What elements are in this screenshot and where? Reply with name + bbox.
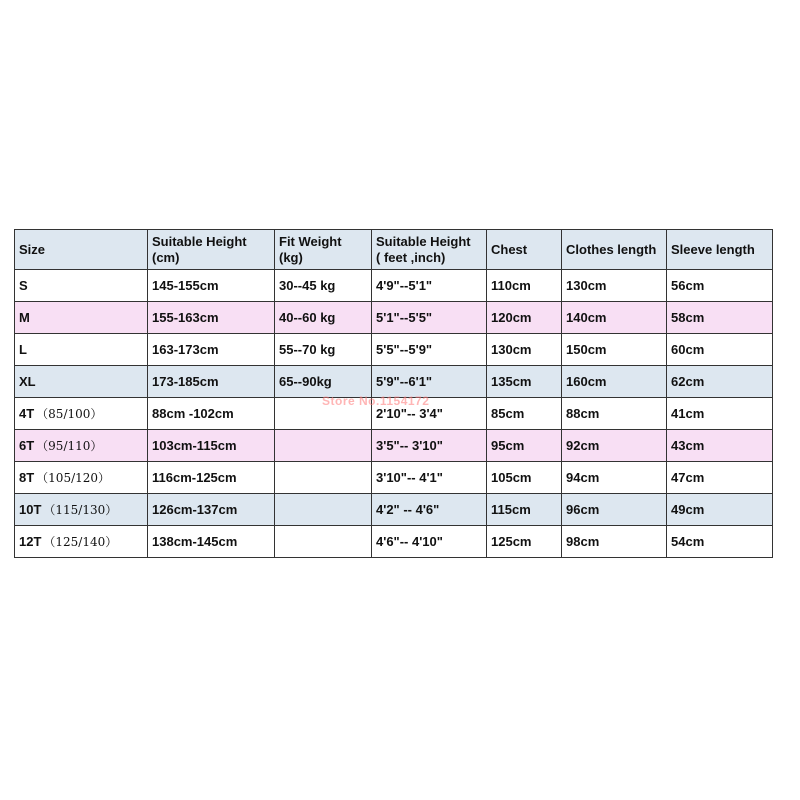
cell-height-cm: 103cm-115cm xyxy=(148,430,275,462)
cell-size-code: （115/130） xyxy=(43,503,118,517)
cell-weight: 65--90kg xyxy=(275,366,372,398)
cell-size: M xyxy=(15,302,148,334)
table-row xyxy=(15,462,773,494)
cell-chest: 130cm xyxy=(487,334,562,366)
cell-weight xyxy=(275,430,372,462)
cell-height-feet: 3'5"-- 3'10" xyxy=(372,430,487,462)
header-row xyxy=(15,230,773,270)
cell-weight xyxy=(275,462,372,494)
cell-size: 8T （105/120） xyxy=(15,462,148,494)
cell-weight xyxy=(275,526,372,558)
table-row xyxy=(15,270,773,302)
cell-height-cm: 126cm-137cm xyxy=(148,494,275,526)
cell-sleeve-length: 43cm xyxy=(667,430,773,462)
cell-size-code: （85/100） xyxy=(36,407,103,421)
header-fit-weight: Fit Weight (kg) xyxy=(275,230,372,270)
cell-clothes-length: 88cm xyxy=(562,398,667,430)
cell-size: 12T （125/140） xyxy=(15,526,148,558)
cell-clothes-length: 160cm xyxy=(562,366,667,398)
cell-clothes-length: 96cm xyxy=(562,494,667,526)
cell-weight: 30--45 kg xyxy=(275,270,372,302)
cell-height-cm: 138cm-145cm xyxy=(148,526,275,558)
cell-clothes-length: 98cm xyxy=(562,526,667,558)
cell-height-feet: 4'9"--5'1" xyxy=(372,270,487,302)
cell-height-cm: 163-173cm xyxy=(148,334,275,366)
cell-size: 10T （115/130） xyxy=(15,494,148,526)
cell-clothes-length: 130cm xyxy=(562,270,667,302)
cell-height-feet: 5'1"--5'5" xyxy=(372,302,487,334)
cell-height-feet: 3'10"-- 4'1" xyxy=(372,462,487,494)
cell-height-feet: 2'10"-- 3'4" xyxy=(372,398,487,430)
cell-size: 6T （95/110） xyxy=(15,430,148,462)
store-watermark: Store No.1154172 xyxy=(322,394,430,408)
cell-size: XL xyxy=(15,366,148,398)
cell-sleeve-length: 47cm xyxy=(667,462,773,494)
cell-size-code: （105/120） xyxy=(36,471,111,485)
header-sleeve-length: Sleeve length xyxy=(667,230,773,270)
cell-size: S xyxy=(15,270,148,302)
cell-sleeve-length: 60cm xyxy=(667,334,773,366)
cell-size-code: （125/140） xyxy=(43,535,118,549)
cell-sleeve-length: 58cm xyxy=(667,302,773,334)
cell-height-cm: 155-163cm xyxy=(148,302,275,334)
table-row xyxy=(15,526,773,558)
cell-sleeve-length: 56cm xyxy=(667,270,773,302)
cell-sleeve-length: 41cm xyxy=(667,398,773,430)
cell-chest: 120cm xyxy=(487,302,562,334)
cell-height-feet: 4'2" -- 4'6" xyxy=(372,494,487,526)
header-size: Size xyxy=(15,230,148,270)
cell-weight xyxy=(275,494,372,526)
table-row xyxy=(15,334,773,366)
cell-clothes-length: 140cm xyxy=(562,302,667,334)
cell-chest: 110cm xyxy=(487,270,562,302)
header-clothes-length: Clothes length xyxy=(562,230,667,270)
cell-chest: 85cm xyxy=(487,398,562,430)
cell-clothes-length: 94cm xyxy=(562,462,667,494)
cell-chest: 135cm xyxy=(487,366,562,398)
cell-chest: 125cm xyxy=(487,526,562,558)
cell-height-feet: 5'5"--5'9" xyxy=(372,334,487,366)
cell-clothes-length: 92cm xyxy=(562,430,667,462)
cell-height-cm: 145-155cm xyxy=(148,270,275,302)
header-chest: Chest xyxy=(487,230,562,270)
cell-height-feet: 4'6"-- 4'10" xyxy=(372,526,487,558)
cell-weight: 40--60 kg xyxy=(275,302,372,334)
table-row xyxy=(15,398,773,430)
table-row xyxy=(15,366,773,398)
cell-sleeve-length: 49cm xyxy=(667,494,773,526)
cell-height-feet: 5'9"--6'1" xyxy=(372,366,487,398)
cell-height-cm: 116cm-125cm xyxy=(148,462,275,494)
cell-chest: 105cm xyxy=(487,462,562,494)
header-suitable-height-feet: Suitable Height ( feet ,inch) xyxy=(372,230,487,270)
header-suitable-height-cm: Suitable Height (cm) xyxy=(148,230,275,270)
table-row xyxy=(15,494,773,526)
cell-chest: 95cm xyxy=(487,430,562,462)
cell-size-code: （95/110） xyxy=(36,439,103,453)
cell-height-cm: 88cm -102cm xyxy=(148,398,275,430)
cell-sleeve-length: 62cm xyxy=(667,366,773,398)
cell-sleeve-length: 54cm xyxy=(667,526,773,558)
cell-height-cm: 173-185cm xyxy=(148,366,275,398)
cell-weight xyxy=(275,398,372,430)
table-row xyxy=(15,302,773,334)
cell-clothes-length: 150cm xyxy=(562,334,667,366)
cell-chest: 115cm xyxy=(487,494,562,526)
size-chart-table xyxy=(14,229,773,558)
cell-weight: 55--70 kg xyxy=(275,334,372,366)
table-body xyxy=(15,270,773,558)
cell-size: 4T （85/100） xyxy=(15,398,148,430)
cell-size: L xyxy=(15,334,148,366)
table-row xyxy=(15,430,773,462)
